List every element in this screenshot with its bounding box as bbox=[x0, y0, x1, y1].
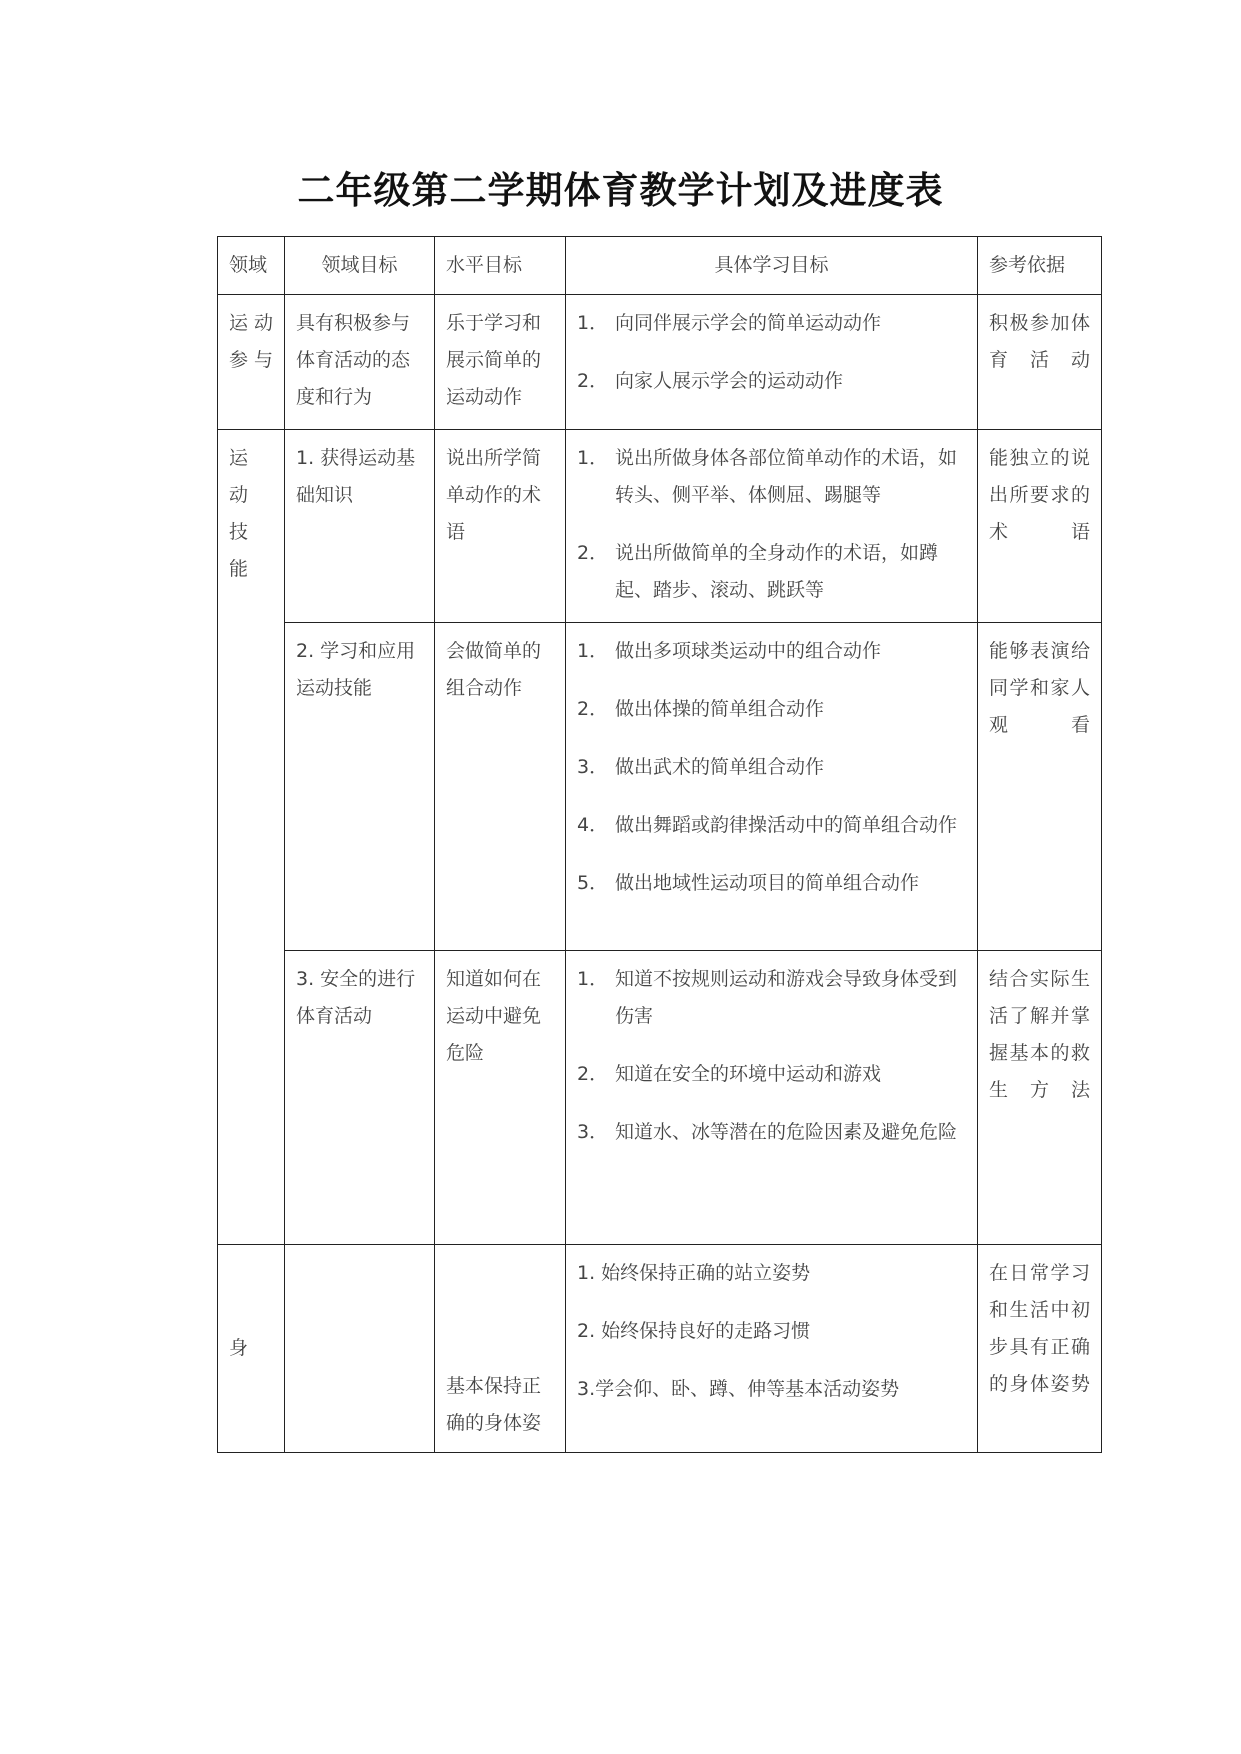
domain-goal-cell: 具有积极参与体育活动的态度和行为 bbox=[285, 295, 435, 430]
table-header-row bbox=[218, 237, 1102, 295]
domain-goal-cell bbox=[285, 1245, 435, 1453]
item-text: 做出地域性运动项目的简单组合动作 bbox=[615, 872, 920, 894]
list-item bbox=[577, 749, 966, 786]
header-level-goal: 水平目标 bbox=[435, 237, 566, 295]
table-row bbox=[218, 430, 1102, 623]
item-text: 做出体操的简单组合动作 bbox=[615, 698, 825, 720]
table-row bbox=[218, 1245, 1102, 1453]
table-row bbox=[218, 295, 1102, 430]
reference-cell: 能独立的说出所要求的术语 bbox=[978, 430, 1102, 623]
item-number: 1． bbox=[577, 968, 609, 990]
list-item: 2. 始终保持良好的走路习惯 bbox=[577, 1320, 811, 1342]
domain-goal-cell: 1. 获得运动基础知识 bbox=[285, 430, 435, 623]
list-item bbox=[577, 807, 966, 844]
page-title: 二年级第二学期体育教学计划及进度表 bbox=[297, 169, 944, 212]
item-text: 做出多项球类运动中的组合动作 bbox=[615, 640, 882, 662]
item-number: 2． bbox=[577, 698, 609, 720]
item-number: 4． bbox=[577, 814, 609, 836]
list-item: 1. 始终保持正确的站立姿势 bbox=[577, 1262, 811, 1284]
specific-goal-cell bbox=[566, 430, 978, 623]
item-number: 1． bbox=[577, 312, 609, 334]
item-number: 3． bbox=[577, 756, 609, 778]
domain-char: 能 bbox=[229, 558, 249, 580]
reference-cell: 积极参加体育活动 bbox=[978, 295, 1102, 430]
specific-goal-cell bbox=[566, 1245, 978, 1453]
list-item bbox=[577, 1056, 966, 1093]
level-goal-cell: 会做简单的组合动作 bbox=[435, 623, 566, 951]
level-goal-cell: 说出所学简单动作的术语 bbox=[435, 430, 566, 623]
item-text: 说出所做身体各部位简单动作的术语，如转头、侧平举、体侧屈、踢腿等 bbox=[615, 447, 958, 506]
level-goal-cell: 乐于学习和展示简单的运动动作 bbox=[435, 295, 566, 430]
table-row bbox=[218, 623, 1102, 951]
item-text: 知道在安全的环境中运动和游戏 bbox=[615, 1063, 882, 1085]
item-text: 做出武术的简单组合动作 bbox=[615, 756, 825, 778]
list-item bbox=[577, 363, 966, 400]
item-text: 向家人展示学会的运动动作 bbox=[615, 370, 844, 392]
list-item bbox=[577, 961, 966, 1035]
specific-goal-cell bbox=[566, 623, 978, 951]
teaching-plan-table bbox=[217, 236, 1102, 1453]
list-item bbox=[577, 865, 966, 902]
level-goal-cell: 知道如何在运动中避免危险 bbox=[435, 951, 566, 1245]
list-item bbox=[577, 440, 966, 514]
reference-cell: 结合实际生活了解并掌握基本的救生方法 bbox=[978, 951, 1102, 1245]
domain-cell: 运动参与 bbox=[218, 295, 285, 430]
list-item bbox=[577, 535, 966, 609]
domain-cell-body: 身 bbox=[218, 1245, 285, 1453]
item-text: 说出所做简单的全身动作的术语，如蹲起、踏步、滚动、跳跃等 bbox=[615, 542, 939, 601]
domain-goal-cell: 2. 学习和应用运动技能 bbox=[285, 623, 435, 951]
item-number: 2． bbox=[577, 542, 609, 564]
table-row bbox=[218, 951, 1102, 1245]
item-text: 知道水、冰等潜在的危险因素及避免危险 bbox=[615, 1121, 958, 1143]
domain-char: 动 bbox=[229, 484, 249, 506]
list-item bbox=[577, 1114, 966, 1151]
list-item: 3.学会仰、卧、蹲、伸等基本活动姿势 bbox=[577, 1378, 900, 1400]
item-number: 1． bbox=[577, 447, 609, 469]
item-text: 向同伴展示学会的简单运动动作 bbox=[615, 312, 882, 334]
header-domain: 领域 bbox=[218, 237, 285, 295]
item-number: 3． bbox=[577, 1121, 609, 1143]
level-goal-cell: 基本保持正确的身体姿 bbox=[435, 1245, 566, 1453]
list-item bbox=[577, 633, 966, 670]
item-number: 2． bbox=[577, 370, 609, 392]
domain-cell-skills bbox=[218, 430, 285, 1245]
header-domain-goal: 领域目标 bbox=[285, 237, 435, 295]
item-number: 5． bbox=[577, 872, 609, 894]
list-item bbox=[577, 305, 966, 342]
item-number: 2． bbox=[577, 1063, 609, 1085]
reference-cell: 在日常学习和生活中初步具有正确的身体姿势 bbox=[978, 1245, 1102, 1453]
list-item bbox=[577, 691, 966, 728]
domain-goal-cell: 3. 安全的进行体育活动 bbox=[285, 951, 435, 1245]
domain-char: 技 bbox=[229, 521, 249, 543]
specific-goal-cell bbox=[566, 295, 978, 430]
domain-char: 运 bbox=[229, 447, 249, 469]
item-text: 知道不按规则运动和游戏会导致身体受到伤害 bbox=[615, 968, 958, 1027]
item-text: 做出舞蹈或韵律操活动中的简单组合动作 bbox=[615, 814, 958, 836]
header-specific-goal: 具体学习目标 bbox=[566, 237, 978, 295]
reference-cell: 能够表演给同学和家人观看 bbox=[978, 623, 1102, 951]
header-reference: 参考依据 bbox=[978, 237, 1102, 295]
item-number: 1． bbox=[577, 640, 609, 662]
specific-goal-cell bbox=[566, 951, 978, 1245]
